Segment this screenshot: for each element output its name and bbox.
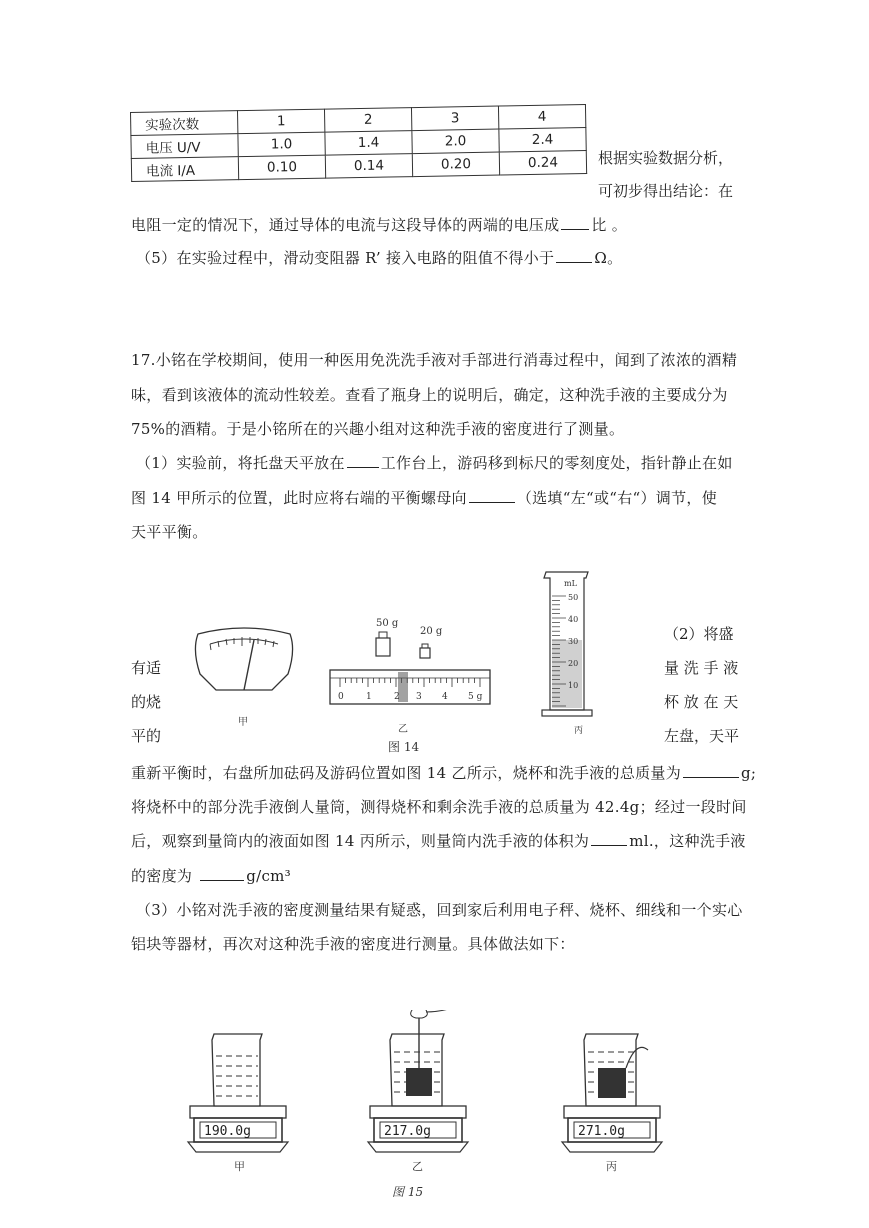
answer-blank[interactable]: [591, 831, 627, 846]
table-cell: 1.0: [238, 132, 325, 157]
table-cell: 1.4: [325, 131, 412, 156]
text-line: 左盘，天平: [664, 727, 740, 745]
text-span: 重新平衡时，右盘所加砝码及游码位置如图 14 乙所示，烧杯和洗手液的总质量为: [131, 764, 682, 782]
text-span: 图 14 甲所示的位置，此时应将右端的平衡螺母向: [131, 489, 467, 507]
text-line: 平的: [131, 727, 162, 745]
text-span: ml.，这种洗手液: [629, 832, 746, 850]
table-cell: 0.24: [499, 151, 586, 176]
scale-reading: 271.0g: [578, 1124, 625, 1139]
text-line: 有适: [131, 659, 162, 677]
table-cell: 3: [411, 106, 498, 131]
text-line: [131, 762, 756, 783]
answer-blank[interactable]: [683, 763, 739, 778]
answer-blank[interactable]: [200, 866, 244, 881]
text-line: 的烧: [131, 693, 162, 711]
text-line: [131, 487, 717, 508]
ruler-label: 0: [338, 692, 344, 702]
weight-20g-icon: [420, 648, 430, 658]
ruler-label: 3: [416, 692, 422, 702]
table-cell: 电压 U/V: [131, 134, 238, 159]
text-line: 根据实验数据分析，: [598, 149, 734, 167]
text-line: 杯 放 在 天: [664, 693, 739, 711]
text-line: 铝块等器材，再次对这种洗手液的密度进行测量。具体做法如下：: [131, 935, 575, 953]
figure-14: [180, 570, 620, 760]
table-cell: 4: [498, 105, 585, 130]
text-span: （1）实验前，将托盘天平放在: [136, 454, 345, 472]
cylinder-tick-label: 50: [568, 593, 579, 602]
figure-15: [180, 1010, 700, 1210]
cylinder-tick-label: 40: [568, 615, 579, 624]
text-line: （2）将盛: [664, 625, 734, 643]
text-line: [131, 830, 746, 851]
fig14-caption: 图 14: [388, 740, 420, 754]
answer-blank[interactable]: [347, 453, 379, 468]
weight-50g-label: 50 g: [376, 618, 399, 629]
text-line: [131, 865, 291, 886]
table-cell: 实验次数: [131, 111, 238, 136]
text-line: 17.小铭在学校期间，使用一种医用免洗洗手液对手部进行消毒过程中，闻到了浓浓的酒精: [131, 351, 738, 369]
table-cell: 1: [237, 109, 324, 134]
weight-knob: [379, 632, 387, 638]
table-cell: 2: [324, 108, 411, 133]
fig14-label-yi: 乙: [398, 724, 408, 735]
fig14-label-jia: 甲: [238, 717, 248, 728]
text-line: 天平平衡。: [131, 523, 208, 541]
text-span: 比 。: [591, 216, 628, 234]
balance-ruler: [330, 670, 490, 704]
text-span: 后，观察到量筒内的液面如图 14 丙所示，则量筒内洗手液的体积为: [131, 832, 590, 850]
weight-50g-icon: [376, 638, 390, 656]
text-line: [131, 214, 627, 235]
fig15-caption: 图 15: [392, 1185, 424, 1199]
text-span: 电阻一定的情况下，通过导体的电流与这段导体的两端的电压成: [131, 216, 560, 234]
text-span: （选填“左“或“右“）调节，使: [516, 489, 718, 507]
answer-blank[interactable]: [561, 215, 589, 230]
text-span: 的密度为: [131, 867, 193, 885]
ruler-label: 1: [366, 692, 372, 702]
text-span: Ω。: [594, 249, 623, 267]
text-line: （3）小铭对洗手液的密度测量结果有疑惑，回到家后利用电子秤、烧杯、细线和一个实心: [136, 901, 743, 919]
fig14-label-bing: 丙: [574, 726, 584, 736]
table-cell: 2.4: [499, 128, 586, 153]
text-span: g;: [741, 764, 757, 782]
text-line: 75%的酒精。于是小铭所在的兴趣小组对这种洗手液的密度进行了测量。: [131, 420, 625, 438]
cylinder-tick-label: 20: [568, 659, 579, 668]
data-table: [130, 104, 587, 182]
table-cell: 2.0: [412, 129, 499, 154]
scale-reading: 190.0g: [204, 1124, 251, 1139]
table-cell: 0.14: [325, 154, 412, 179]
fig15-label: 丙: [606, 1160, 617, 1173]
table-cell: 电流 I/A: [131, 157, 238, 182]
text-line: 量 洗 手 液: [664, 659, 739, 677]
graduated-cylinder-icon: [542, 572, 592, 716]
text-line: [136, 452, 733, 473]
text-line: 味，看到该液体的流动性较差。查看了瓶身上的说明后，确定，这种洗手液的主要成分为: [131, 386, 728, 404]
text-span: g/cm³: [246, 867, 291, 885]
answer-blank[interactable]: [469, 488, 515, 503]
fig15-label: 乙: [412, 1160, 423, 1173]
text-span: （5）在实验过程中，滑动变阻器 R’ 接入电路的阻值不得小于: [136, 249, 555, 267]
text-line: 可初步得出结论：在: [598, 182, 734, 200]
ruler-label: 2: [394, 692, 400, 702]
cylinder-tick-label: 10: [568, 681, 579, 690]
answer-blank[interactable]: [556, 248, 592, 263]
fig15-label: 甲: [234, 1160, 245, 1173]
cylinder-unit: mL: [564, 579, 577, 588]
table-cell: 0.20: [412, 152, 499, 177]
ruler-label: 4: [442, 692, 448, 702]
text-line: 将烧杯中的部分洗手液倒人量筒，测得烧杯和剩余洗手液的总质量为 42.4g；经过一段时间: [131, 798, 747, 816]
text-span: 工作台上，游码移到标尺的零刻度处，指针静止在如: [380, 454, 733, 472]
text-line: [136, 247, 622, 268]
scale-reading: 217.0g: [384, 1124, 431, 1139]
cylinder-tick-label: 30: [568, 637, 579, 646]
ruler-label: 5 g: [468, 692, 483, 702]
weight-20g-label: 20 g: [420, 626, 443, 637]
balance-pointer-scale: [195, 628, 292, 690]
table-cell: 0.10: [238, 155, 325, 180]
